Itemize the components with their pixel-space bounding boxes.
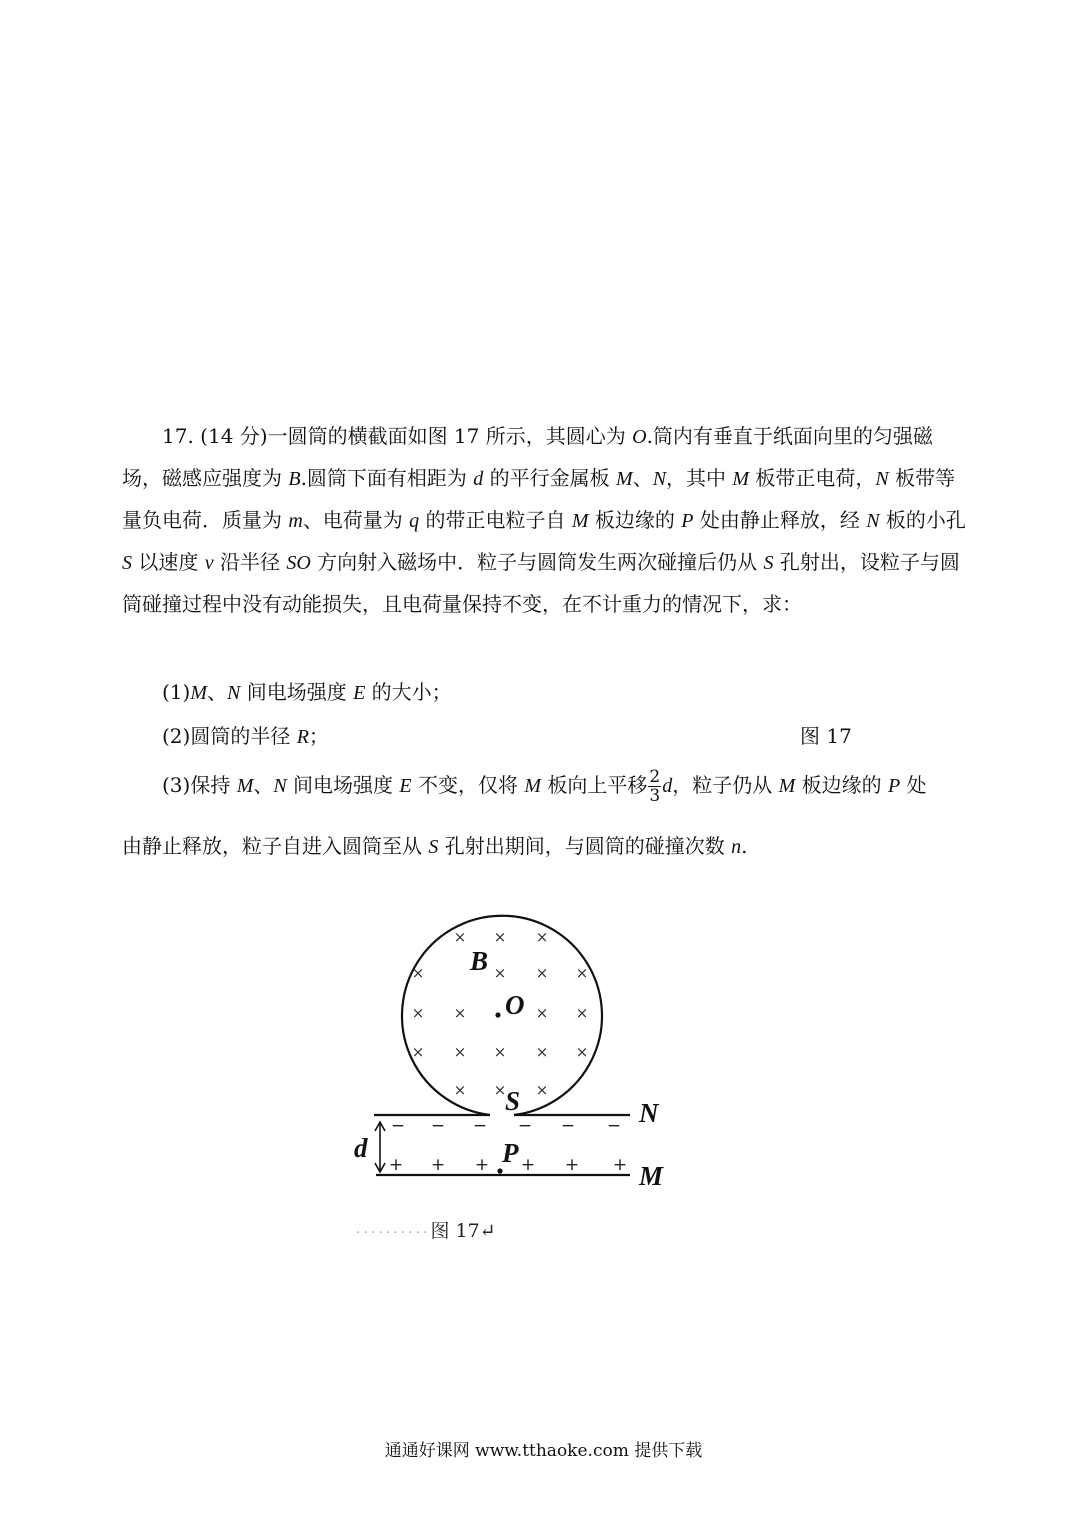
question-3-line-1 — [162, 768, 927, 805]
label-M: M — [639, 1161, 664, 1191]
var-M: M — [524, 775, 542, 797]
field-cross-mark: × — [535, 1043, 549, 1061]
var-N: N — [866, 510, 880, 532]
field-cross-mark: × — [535, 1081, 549, 1099]
var-SO: SO — [286, 552, 311, 574]
positive-charge-mark: + — [388, 1155, 404, 1175]
text: 的大小； — [365, 680, 452, 704]
text: ，其中 — [666, 466, 733, 490]
text: .圆筒下面有相距为 — [300, 466, 474, 490]
label-N: N — [639, 1098, 659, 1128]
figure-reference: 图 17 — [800, 724, 852, 748]
text: ； — [308, 724, 329, 748]
text: 板的小孔 — [879, 508, 966, 532]
figure-17-diagram — [340, 900, 710, 1200]
text: 处由静止释放，经 — [693, 508, 867, 532]
var-M: M — [732, 468, 750, 490]
var-M: M — [190, 682, 208, 704]
var-N: N — [273, 775, 287, 797]
field-cross-mark: × — [535, 964, 549, 982]
field-cross-mark: × — [453, 928, 467, 946]
question-1 — [162, 676, 452, 705]
text: ，粒子仍从 — [672, 773, 779, 797]
positive-charge-mark: + — [520, 1155, 536, 1175]
text: 由静止释放，粒子自进入圆筒至从 — [122, 834, 429, 858]
text: 间电场强度 — [286, 773, 400, 797]
var-O: O — [632, 426, 647, 448]
field-cross-mark: × — [453, 1081, 467, 1099]
text: 板向上平移 — [541, 773, 648, 797]
label-S: S — [505, 1086, 521, 1116]
field-cross-mark: × — [453, 1043, 467, 1061]
negative-charge-mark: − — [517, 1116, 533, 1136]
footer-text: 通通好课网 www.tthaoke.com 提供下载 — [384, 1441, 703, 1461]
text: 、 — [207, 680, 228, 704]
caption-dots: ·········· — [356, 1225, 431, 1241]
field-cross-mark: × — [575, 1043, 589, 1061]
text: 方向射入磁场中．粒子与圆筒发生两次碰撞后仍从 — [310, 550, 764, 574]
field-cross-mark: × — [493, 1043, 507, 1061]
var-M: M — [778, 775, 796, 797]
negative-charge-mark: − — [390, 1116, 406, 1136]
var-S: S — [763, 552, 774, 574]
negative-charge-mark: − — [430, 1116, 446, 1136]
label-O: O — [505, 990, 525, 1020]
positive-charge-mark: + — [612, 1155, 628, 1175]
positive-charge-mark: + — [430, 1155, 446, 1175]
text: 板边缘的 — [795, 773, 888, 797]
field-cross-mark: × — [493, 928, 507, 946]
fraction-numerator: 2 — [649, 767, 661, 787]
text: 以速度 — [132, 550, 205, 574]
text: .筒内有垂直于纸面向里的匀强磁场，磁感应强度为 — [122, 424, 933, 490]
problem-intro — [122, 416, 972, 625]
var-v: v — [204, 552, 214, 574]
negative-charge-mark: − — [472, 1116, 488, 1136]
var-N: N — [652, 468, 667, 490]
label-P: P — [502, 1138, 519, 1168]
text: 板带正电荷， — [749, 466, 876, 490]
var-S: S — [122, 552, 132, 574]
text: 间电场强度 — [240, 680, 354, 704]
field-cross-mark: × — [411, 964, 425, 982]
negative-charge-mark: − — [560, 1116, 576, 1136]
text: 、 — [253, 773, 274, 797]
field-cross-mark: × — [493, 1081, 507, 1099]
var-q: q — [409, 510, 420, 532]
text: 孔射出，设粒子与圆筒碰撞过程中没有动能损失，且电荷量保持不变，在不计重力的情况下，求： — [122, 550, 960, 616]
var-P: P — [887, 775, 901, 797]
text: 板边缘的 — [588, 508, 682, 532]
field-cross-mark: × — [575, 1004, 589, 1022]
var-d: d — [473, 468, 484, 490]
field-cross-mark: × — [535, 928, 549, 946]
text: 沿半径 — [213, 550, 287, 574]
text: (3)保持 — [162, 773, 237, 797]
fraction-denominator: 3 — [649, 786, 661, 806]
figure-caption — [356, 1216, 496, 1243]
text: (1) — [162, 680, 191, 704]
text: 、 — [632, 466, 653, 490]
var-M: M — [571, 510, 589, 532]
question-2 — [162, 720, 329, 749]
field-cross-mark: × — [575, 964, 589, 982]
field-cross-mark: × — [453, 1004, 467, 1022]
field-cross-mark: × — [411, 1043, 425, 1061]
var-P: P — [681, 510, 694, 532]
text: 孔射出期间，与圆筒的碰撞次数 — [438, 834, 732, 858]
negative-charge-mark: − — [606, 1116, 622, 1136]
var-R: R — [296, 726, 309, 748]
field-cross-mark: × — [535, 1004, 549, 1022]
var-N: N — [227, 682, 241, 704]
text: 的带正电粒子自 — [419, 508, 572, 532]
var-E: E — [353, 682, 366, 704]
text: . — [741, 834, 748, 858]
point-P — [497, 1168, 502, 1173]
var-n: n — [731, 836, 742, 858]
text: 板带等量负电荷．质量为 — [122, 466, 956, 532]
question-3-line-2 — [122, 830, 747, 859]
label-B: B — [470, 946, 489, 976]
positive-charge-mark: + — [474, 1155, 490, 1175]
label-d: d — [354, 1133, 368, 1163]
var-M: M — [236, 775, 254, 797]
var-M: M — [616, 468, 633, 490]
caption-text: 图 17↵ — [430, 1220, 496, 1242]
var-d: d — [662, 775, 673, 797]
field-cross-mark: × — [411, 1004, 425, 1022]
field-cross-mark: × — [493, 964, 507, 982]
text: (2)圆筒的半径 — [162, 724, 297, 748]
var-S: S — [428, 836, 439, 858]
positive-charge-mark: + — [564, 1155, 580, 1175]
text: 处 — [900, 773, 927, 797]
fraction-two-thirds — [648, 768, 661, 805]
center-point-O — [495, 1012, 500, 1017]
var-B: B — [288, 468, 301, 490]
text: 、电荷量为 — [302, 508, 410, 532]
text: 不变，仅将 — [411, 773, 525, 797]
var-N: N — [875, 468, 889, 490]
var-m: m — [288, 510, 303, 532]
text: 的平行金属板 — [483, 466, 617, 490]
var-E: E — [399, 775, 412, 797]
text: 17. (14 分)一圆筒的横截面如图 17 所示，其圆心为 — [162, 424, 633, 448]
